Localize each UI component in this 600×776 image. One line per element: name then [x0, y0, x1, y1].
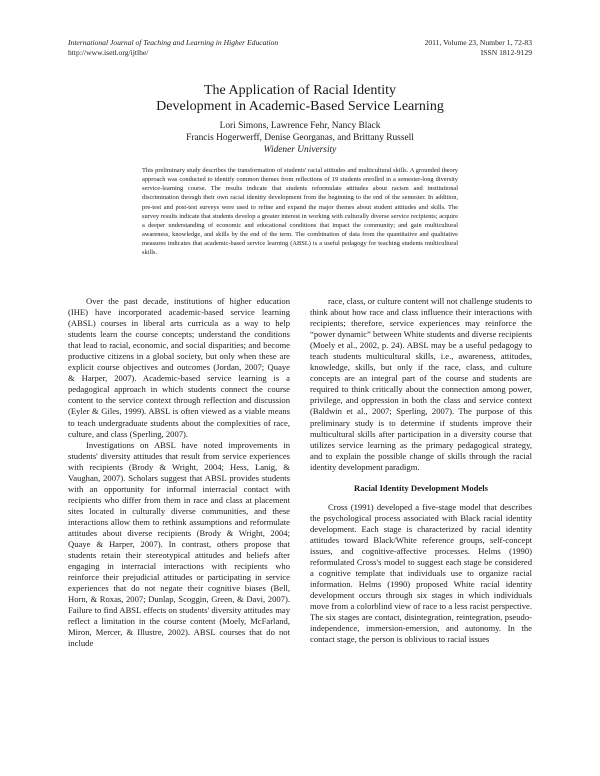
author-block: [68, 120, 532, 156]
body-column-left: [68, 296, 290, 650]
running-header-left: [68, 38, 278, 58]
issn: ISSN 1812-9129: [480, 48, 532, 57]
journal-name: International Journal of Teaching and Learning in Higher Education: [68, 38, 279, 47]
body-paragraph: race, class, or culture content will not challenge students to think about how race and class influence their interactions with recipients; therefore, service experiences may reinforce the “power dynamic” between White students and diverse recipients (Moely et al., 2002, p. 24). ABSL may be a useful pedagogy to teach students multicultural skills, i.e., awareness, attitudes, knowledge, skills, but only if the race, class, and culture concepts are an integral part of the course and students are required to think critically about the connection among power, privilege, and oppression in both the class and service context (Baldwin et al., 2007; Sperling, 2007). The purpose of this preliminary study is to determine if students improve their multicultural skills after participation in a diversity course that utilizes service learning as the primary pedagogical strategy, and to explain the possible change of skills through the racial identity development paradigm.: [310, 296, 533, 472]
section-heading: Racial Identity Development Models: [354, 482, 488, 493]
authors-line-1: Lori Simons, Lawrence Fehr, Nancy Black: [219, 121, 381, 131]
authors-line-2: Francis Hogerwerff, Denise Georganas, and Brittany Russell: [186, 133, 414, 143]
journal-url[interactable]: http://www.isetl.org/ijtlhe/: [68, 48, 149, 57]
body-paragraph: Cross (1991) developed a five-stage model that describes the psychological process associated with Black racial identity development. Each stage is characterized by racial identity attitudes toward Black/White reference groups, self-concept issues, and cognitive-affective processes. Helms (1990) reformulated Cross's model to suggest each stage be considered a cognitive template that individuals use to organize racial information. Helms (1990) proposed White racial identity development occurs through six stages in which individuals move from a colorblind view of race to a less racist perspective. The six stages are contact, disintegration, reintegration, pseudo-independence, immersion-emersion, and autonomy. In the contact stage, the person is oblivious to racial issues: [310, 501, 532, 645]
abstract: This preliminary study describes the transformation of students' racial attitudes and multicultural skills. A grounded theory approach was conducted to identify common themes from reflections of 19 students enrolled in a semester-long diversity service-learning course. The results indicate that students reformulate attitudes about racism and institutional discrimination through their own racial identity development from the beginning to the end of the semester. In addition, pre-test and post-test surveys were used to refine and expand the major themes about student attitudes and skills. The survey results indicate that students develop a greater interest in working with culturally diverse service recipients; acquire a deeper understanding of economic and educational conditions that impact the community; and gain multicultural awareness, knowledge, and skills by the end of the term. The combination of data from the quantitative and qualitative measures indicates that academic-based service learning (ABSL) is a useful pedagogy for teaching students multicultural skills.: [142, 167, 458, 257]
running-header-right: [425, 38, 532, 58]
affiliation: Widener University: [263, 145, 337, 155]
body-paragraph: Over the past decade, institutions of higher education (IHE) have incorporated academic-based service learning (ABSL) courses in liberal arts curricula as a way to help students learn the course concepts; understand the conditions that lead to racial, economic, and social disparities; and become productive citizens in a global society, but only when these are explicit course objectives and outcomes (Jordan, 2007; Quaye & Harper, 2007). Academic-based service learning is a pedagogical approach in which students connect the course content to the service context through reflection and discussion (Eyler & Giles, 1999). ABSL is often viewed as a viable means to teach undergraduate students about the complexities of race, culture, and class (Sperling, 2007).: [68, 296, 290, 439]
body-paragraph: Investigations on ABSL have noted improvements in students' diversity attitudes that result from service experiences with recipients (Brody & Wright, 2004; Hess, Lanig, & Vaughan, 2007). Scholars suggest that ABSL provides students with an opportunity for informal interracial contact with recipients who differ from them in race and class at placement sites located in culturally diverse communities, and these interactions allow them to rethink assumptions and reformulate attitudes about diverse recipients (Brody & Wright, 2004; Quaye & Harper, 2007). In contrast, others propose that students retain their stereotypical attitudes and beliefs after engaging in interracial interactions with recipients who reinforce their prejudicial attitudes or participating in service experiences that do not negate their cognitive biases (Bell, Horn, & Roxas, 2007; Dunlap, Scoggin, Green, & Davi, 2007). Failure to find ABSL effects on students' diversity attitudes may reflect a limitation in the course content (Moely, McFarland, Miron, Mercer, & Illustre, 2002). ABSL courses that do not include: [68, 439, 290, 649]
title-line-2: Development in Academic-Based Service Learning: [156, 99, 444, 114]
article-title: [68, 83, 532, 115]
body-column-right: [310, 296, 532, 645]
title-line-1: The Application of Racial Identity: [203, 83, 397, 98]
volume-pages: 2011, Volume 23, Number 1, 72-83: [424, 38, 532, 47]
